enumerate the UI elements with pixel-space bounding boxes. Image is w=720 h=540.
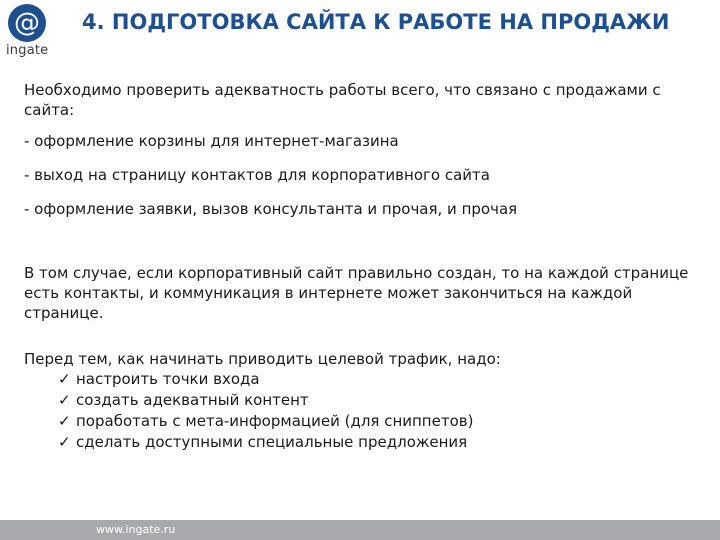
list-item-label: настроить точки входа	[76, 370, 260, 388]
slide-body	[24, 80, 694, 453]
checkmark-icon: ✓	[58, 412, 71, 430]
footer-url[interactable]: www.ingate.ru	[96, 523, 176, 536]
traffic-lead: Перед тем, как начинать приводить целевой трафик, надо:	[24, 350, 501, 368]
list-item	[58, 411, 694, 432]
slide-title: 4. ПОДГОТОВКА САЙТА К РАБОТЕ НА ПРОДАЖИ	[82, 10, 670, 34]
check-item-request: - оформление заявки, вызов консультанта и прочая, и прочая	[24, 200, 518, 218]
footer-bar	[0, 520, 720, 540]
at-sign-icon: @	[8, 4, 46, 42]
ingate-logo	[6, 4, 50, 58]
intro-paragraph: Необходимо проверить адекватность работы всего, что связано с продажами с сайта:	[24, 81, 661, 119]
list-item-label: создать адекватный контент	[76, 391, 309, 409]
contacts-paragraph: В том случае, если корпоративный сайт правильно создан, то на каждой странице есть контакты, и коммуникация в интернете может закончиться на каждой странице.	[24, 264, 689, 322]
checkmark-icon: ✓	[58, 433, 71, 451]
list-item-label: поработать с мета-информацией (для сниппетов)	[76, 412, 474, 430]
logo-wordmark: ingate	[6, 43, 49, 58]
list-item-label: сделать доступными специальные предложения	[76, 433, 468, 451]
check-item-cart: - оформление корзины для интернет-магазина	[24, 132, 399, 150]
checkmark-icon: ✓	[58, 370, 71, 388]
list-item	[58, 432, 694, 453]
list-item	[58, 369, 694, 390]
spacer	[24, 323, 694, 349]
list-item	[58, 390, 694, 411]
traffic-checklist	[24, 369, 694, 453]
check-item-contacts: - выход на страницу контактов для корпоративного сайта	[24, 166, 490, 184]
spacer	[24, 233, 694, 263]
checkmark-icon: ✓	[58, 391, 71, 409]
